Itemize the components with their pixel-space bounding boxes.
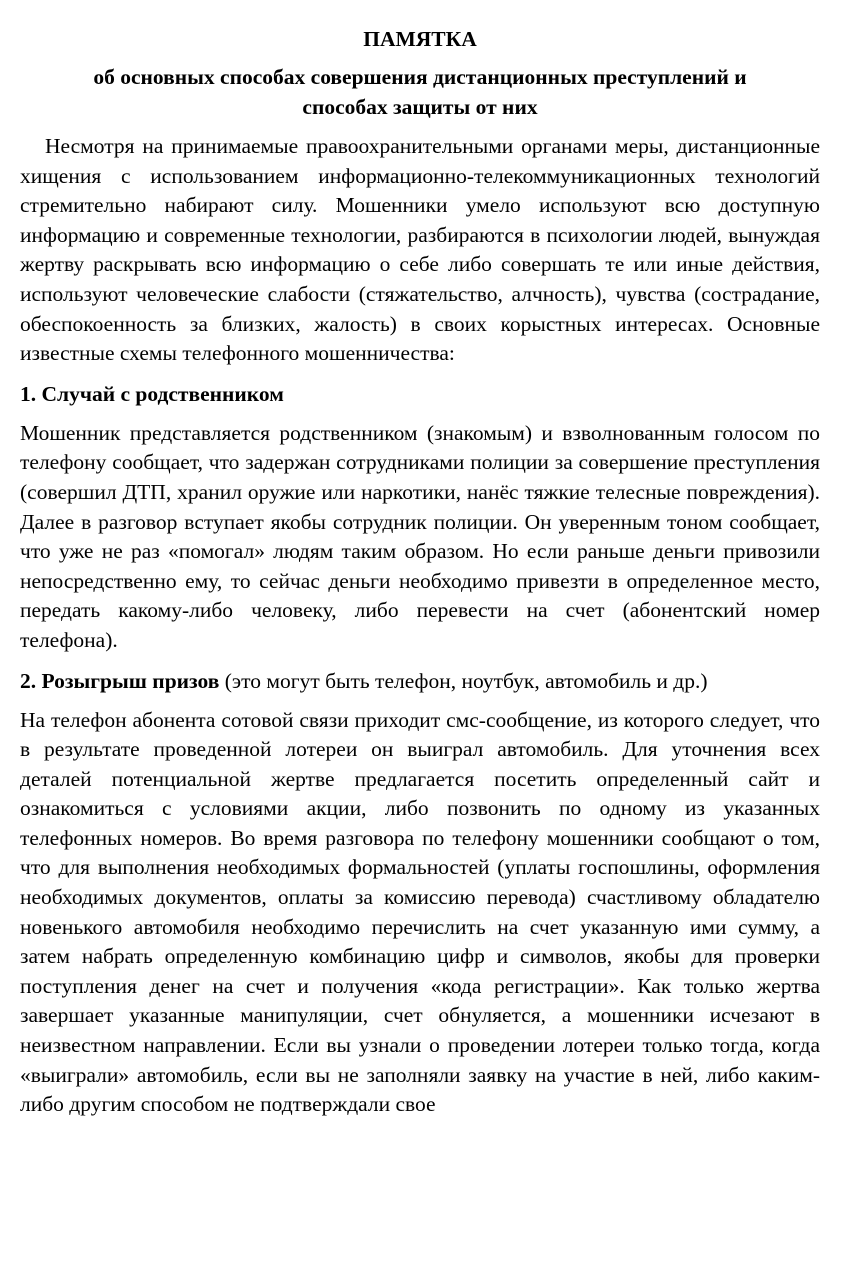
document-subtitle [20, 62, 820, 122]
section-relative-text: Мошенник представляется родственником (знакомым) и взволнованным голосом по телефону сообщает, что задержан сотрудниками полиции за совершение преступления (совершил ДТП, хранил оружие или наркотики, нанёс тяжкие телесные повреждения). Далее в разговор вступает якобы сотрудник полиции. Он уверенным тоном сообщает, что уже не раз «помогал» людям таким образом. Но если раньше деньги привозили непосредственно ему, то сейчас деньги необходимо привезти в определенное место, передать какому-либо человеку, либо перевести на счет (абонентский номер телефона). [20, 420, 820, 652]
section-heading-relative [20, 379, 820, 409]
section-heading-prizes [20, 666, 820, 696]
subtitle-line-2: способах защиты от них [302, 95, 538, 119]
section-heading-prizes-note: (это могут быть телефон, ноутбук, автомобиль и др.) [219, 668, 708, 693]
section-heading-prizes-title: 2. Розыгрыш призов [20, 668, 220, 693]
subtitle-line-1: об основных способах совершения дистанционных преступлений и [93, 65, 747, 89]
document-title: ПАМЯТКА [363, 27, 477, 51]
section-prizes-text: На телефон абонента сотовой связи приходит смс-сообщение, из которого следует, что в результате проведенной лотереи он выиграл автомобиль. Для уточнения всех деталей потенциальной жертве предлагается посетить определенный сайт и ознакомиться с условиями акции, либо позвонить по одному из указанных телефонных номеров. Во время разговора по телефону мошенники сообщают о том, что для выполнения необходимых формальностей (уплаты госпошлины, оформления необходимых документов, оплаты за комиссию перевода) счастливому обладателю новенького автомобиля необходимо перечислить на счет указанную ими сумму, а затем набрать определенную комбинацию цифр и символов, якобы для проверки поступления денег на счет и получения «кода регистрации». Как только жертва завершает указанные манипуляции, счет обнуляется, а мошенники исчезают в неизвестном направлении. Если вы узнали о проведении лотереи только тогда, когда «выиграли» автомобиль, если вы не заполняли заявку на участие в ней, либо каким-либо другим способом не подтверждали свое [20, 707, 820, 1117]
section-heading-relative-title: 1. Случай с родственником [20, 381, 284, 406]
intro-paragraph: Несмотря на принимаемые правоохранительными органами меры, дистанционные хищения с использованием информационно-телекоммуникационных технологий стремительно набирают силу. Мошенники умело используют всю доступную информацию и современные технологии, разбираются в психологии людей, вынуждая жертву раскрывать всю информацию о себе либо совершать те или иные действия, используют человеческие слабости (стяжательство, алчность), чувства (сострадание, обеспокоенность за близких, жалость) в своих корыстных интересах. Основные известные схемы телефонного мошенничества: [20, 134, 820, 366]
document-page [20, 24, 820, 1120]
